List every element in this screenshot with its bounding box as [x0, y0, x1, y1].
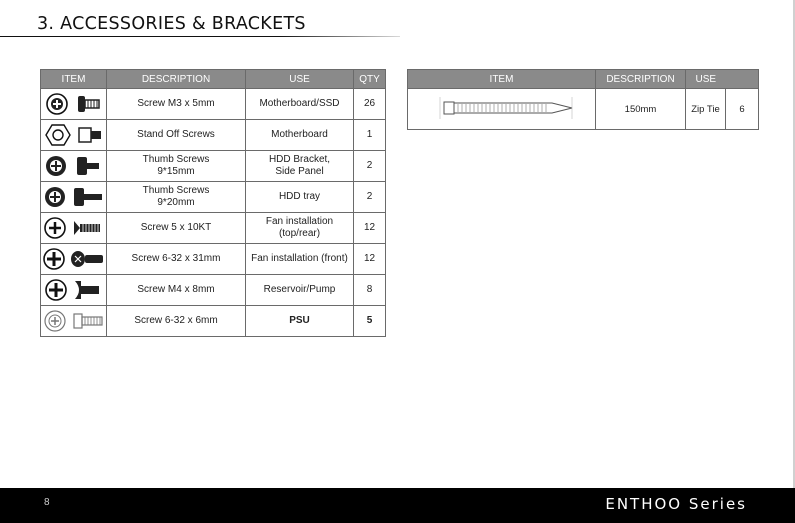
psu-screw-side-icon: [72, 311, 104, 331]
page-title: 3. ACCESSORIES & BRACKETS: [37, 14, 306, 34]
item-cell: [41, 306, 107, 337]
table-row: [41, 182, 386, 213]
table-row: [41, 275, 386, 306]
thumb-screw-top-icon: [43, 185, 67, 209]
thumb-screw-long-side-icon: [72, 186, 104, 208]
page-footer: [0, 488, 795, 523]
table-row: [41, 151, 386, 182]
header-item: ITEM: [408, 70, 596, 89]
use-cell: Reservoir/Pump: [246, 275, 354, 306]
description-cell: Screw 5 x 10KT: [107, 213, 246, 244]
use-cell: PSU: [246, 306, 354, 337]
item-cell: [408, 89, 596, 130]
phillips-head-icon: [42, 247, 66, 271]
qty-cell: 1: [354, 120, 386, 151]
use-cell: HDD Bracket, Side Panel: [246, 151, 354, 182]
table-header-row: [408, 70, 759, 89]
description-cell: 150mm: [596, 89, 686, 130]
item-cell: [41, 89, 107, 120]
item-cell: [41, 213, 107, 244]
table-row: [41, 306, 386, 337]
description-cell: Screw 6-32 x 31mm: [107, 244, 246, 275]
table-row: [41, 244, 386, 275]
qty-cell: 2: [354, 151, 386, 182]
hex-standoff-top-icon: [44, 123, 72, 147]
table-row: [41, 213, 386, 244]
header-description: DESCRIPTION: [107, 70, 246, 89]
header-qty: QTY: [354, 70, 386, 89]
accessories-table: [40, 69, 386, 337]
zip-tie-icon: [422, 93, 582, 123]
table-header-row: [41, 70, 386, 89]
table-row: [408, 89, 759, 130]
item-cell: [41, 151, 107, 182]
phillips-head-icon: [45, 92, 69, 116]
thumb-screw-top-icon: [44, 154, 68, 178]
description-cell: Thumb Screws 9*20mm: [107, 182, 246, 213]
item-cell: [41, 275, 107, 306]
pan-screw-side-icon: [76, 93, 102, 115]
description-cell: Screw M3 x 5mm: [107, 89, 246, 120]
header-blank: [726, 70, 759, 89]
use-cell: Zip Tie: [686, 89, 726, 130]
header-description: DESCRIPTION: [596, 70, 686, 89]
use-cell: HDD tray: [246, 182, 354, 213]
phillips-head-icon: [43, 309, 67, 333]
qty-cell: 12: [354, 244, 386, 275]
item-cell: [41, 244, 107, 275]
item-cell: [41, 120, 107, 151]
use-cell: Fan installation (top/rear): [246, 213, 354, 244]
header-item: ITEM: [41, 70, 107, 89]
description-cell: Screw 6-32 x 6mm: [107, 306, 246, 337]
page-number: 8: [44, 497, 50, 508]
thumb-screw-side-icon: [75, 155, 103, 177]
item-cell: [41, 182, 107, 213]
round-screw-side-icon: [69, 249, 105, 269]
table-row: [41, 120, 386, 151]
use-cell: Motherboard/SSD: [246, 89, 354, 120]
mushroom-screw-side-icon: [73, 279, 103, 301]
title-underline: [0, 36, 400, 37]
standoff-side-icon: [77, 125, 103, 145]
description-cell: Screw M4 x 8mm: [107, 275, 246, 306]
qty-cell: 5: [354, 306, 386, 337]
qty-cell: 6: [726, 89, 759, 130]
description-cell: Stand Off Screws: [107, 120, 246, 151]
phillips-head-icon: [43, 216, 67, 240]
use-cell: Fan installation (front): [246, 244, 354, 275]
qty-cell: 8: [354, 275, 386, 306]
ziptie-table: [407, 69, 759, 130]
table-row: [41, 89, 386, 120]
brand-name: ENTHOO Series: [605, 495, 747, 513]
description-cell: Thumb Screws 9*15mm: [107, 151, 246, 182]
phillips-head-icon: [44, 278, 68, 302]
qty-cell: 12: [354, 213, 386, 244]
header-use: USE: [686, 70, 726, 89]
qty-cell: 26: [354, 89, 386, 120]
qty-cell: 2: [354, 182, 386, 213]
header-use: USE: [246, 70, 354, 89]
use-cell: Motherboard: [246, 120, 354, 151]
fan-screw-side-icon: [72, 218, 104, 238]
